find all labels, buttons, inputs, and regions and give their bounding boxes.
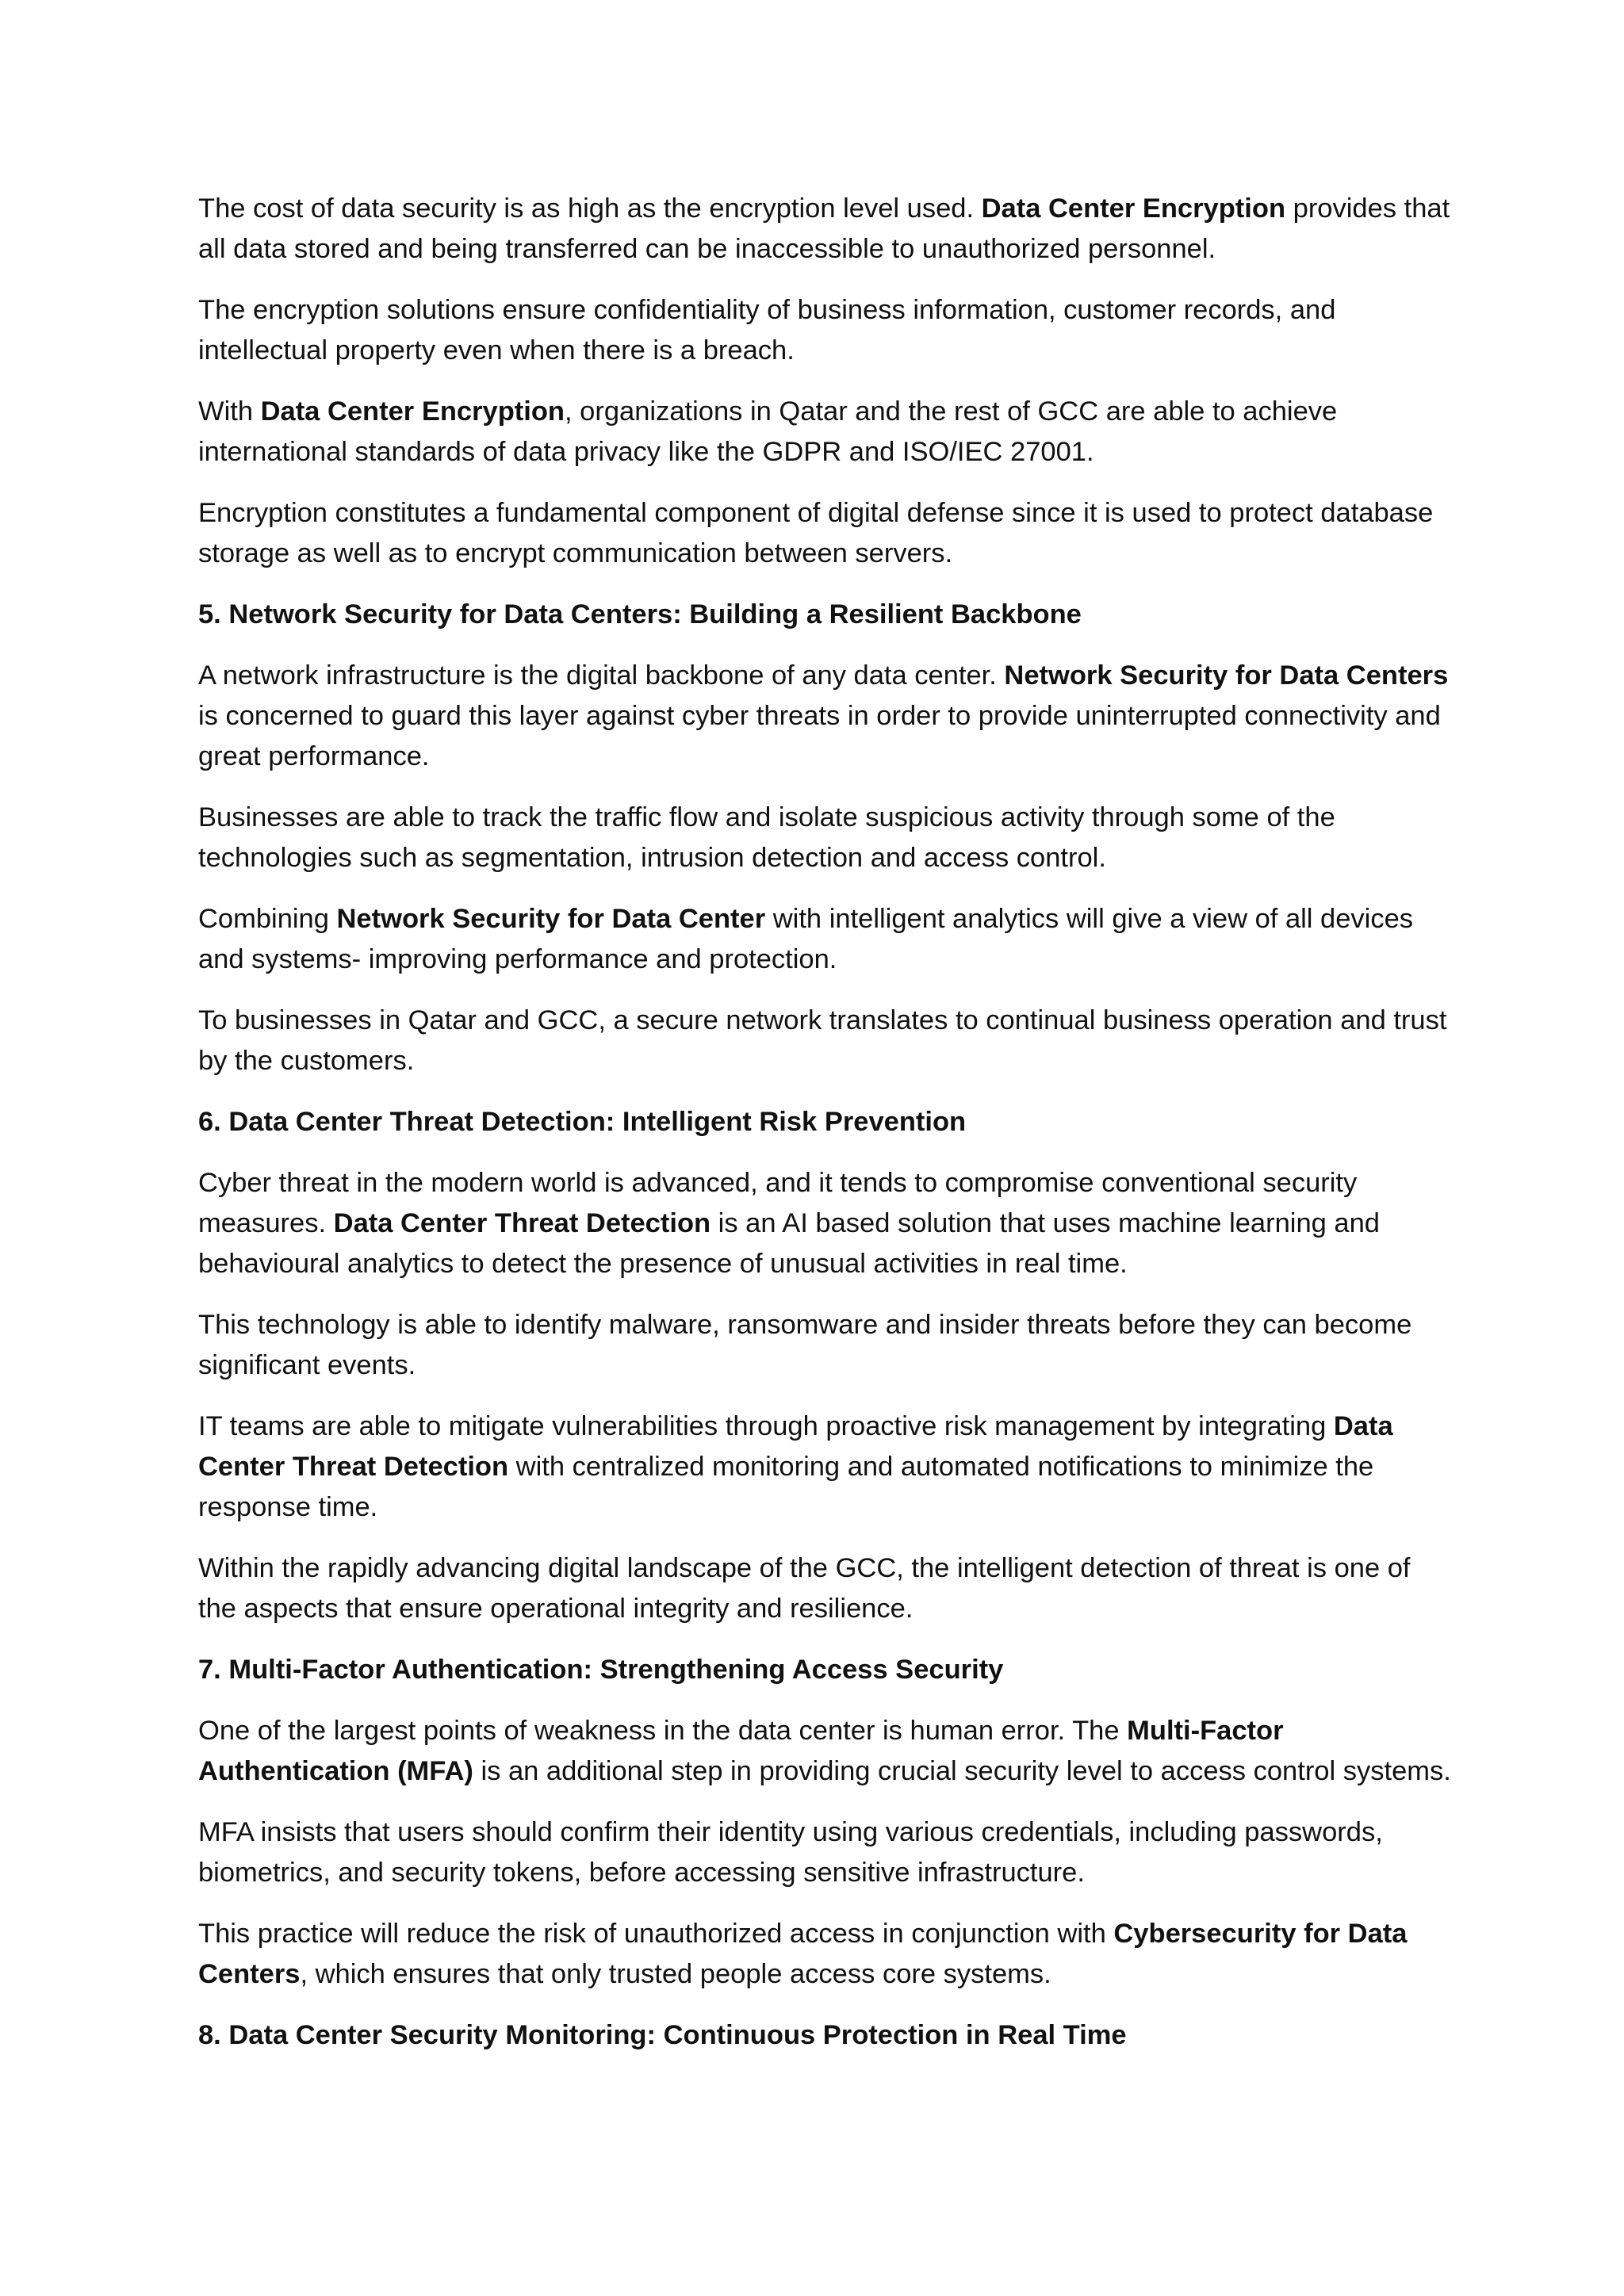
text-run: Encryption constitutes a fundamental component of digital defense since it is used to protect database storage as well as to encrypt communication between servers.	[198, 498, 1434, 568]
bold-term: Cybersecurity for Data Centers	[198, 1919, 1408, 1989]
paragraph	[198, 899, 1451, 980]
paragraph	[198, 392, 1451, 473]
text-run: 5. Network Security for Data Centers: Building a Resilient Backbone	[198, 599, 1082, 629]
paragraph	[198, 1914, 1451, 1995]
paragraph	[198, 493, 1451, 574]
bold-term: Data Center Threat Detection	[198, 1411, 1393, 1482]
text-run: Businesses are able to track the traffic flow and isolate suspicious activity through some of the technologies such as segmentation, intrusion detection and access control.	[198, 802, 1335, 873]
section-heading	[198, 595, 1451, 635]
paragraph	[198, 189, 1451, 270]
bold-term: Network Security for Data Centers	[1004, 660, 1449, 691]
bold-term: Data Center Encryption	[260, 396, 565, 427]
paragraph	[198, 1305, 1451, 1386]
text-run: MFA insists that users should confirm their identity using various credentials, including passwords, biometrics, and security tokens, before accessing sensitive infrastructure.	[198, 1817, 1383, 1888]
text-run: , which ensures that only trusted people access core systems.	[300, 1959, 1051, 1989]
text-run: Combining	[198, 904, 337, 934]
text-run: with centralized monitoring and automated notifications to minimize the response time.	[198, 1452, 1374, 1522]
text-run: This technology is able to identify malware, ransomware and insider threats before they can become significant events.	[198, 1310, 1412, 1380]
bold-term: Data Center Encryption	[981, 193, 1286, 224]
text-run: 6. Data Center Threat Detection: Intelligent Risk Prevention	[198, 1107, 967, 1137]
paragraph	[198, 290, 1451, 371]
text-run: is concerned to guard this layer against cyber threats in order to provide uninterrupted connectivity and great performance.	[198, 701, 1441, 771]
text-run: IT teams are able to mitigate vulnerabilities through proactive risk management by integrating	[198, 1411, 1334, 1441]
paragraph	[198, 1548, 1451, 1629]
text-run: To businesses in Qatar and GCC, a secure network translates to continual business operation and trust by the customers.	[198, 1005, 1447, 1076]
bold-term: Data Center Threat Detection	[333, 1208, 711, 1238]
text-run: is an additional step in providing crucial security level to access control systems.	[473, 1756, 1451, 1786]
text-run: One of the largest points of weakness in the data center is human error. The	[198, 1716, 1128, 1746]
text-run: The cost of data security is as high as the encryption level used.	[198, 193, 982, 224]
paragraph	[198, 798, 1451, 878]
section-heading	[198, 2015, 1451, 2056]
paragraph	[198, 1163, 1451, 1284]
text-run: , organizations in Qatar and the rest of GCC are able to achieve international standards of data privacy like the GDPR and ISO/IEC 27001.	[198, 396, 1338, 467]
text-run: Within the rapidly advancing digital landscape of the GCC, the intelligent detection of threat is one of the aspects that ensure operational integrity and resilience.	[198, 1553, 1411, 1624]
section-heading	[198, 1102, 1451, 1142]
paragraph	[198, 1711, 1451, 1792]
text-run: is an AI based solution that uses machine learning and behavioural analytics to detect the presence of unusual activities in real time.	[198, 1208, 1380, 1279]
paragraph	[198, 1001, 1451, 1081]
text-run: Cyber threat in the modern world is advanced, and it tends to compromise conventional security measures.	[198, 1168, 1358, 1238]
text-run: With	[198, 396, 261, 427]
text-run: 8. Data Center Security Monitoring: Continuous Protection in Real Time	[198, 2020, 1127, 2050]
bold-term: Multi-Factor Authentication (MFA)	[198, 1716, 1284, 1786]
text-run: This practice will reduce the risk of unauthorized access in conjunction with	[198, 1919, 1114, 1949]
text-run: with intelligent analytics will give a view of all devices and systems- improving performance and protection.	[198, 904, 1414, 974]
section-heading	[198, 1650, 1451, 1690]
paragraph	[198, 1406, 1451, 1528]
text-run: The encryption solutions ensure confidentiality of business information, customer records, and intellectual property even when there is a breach.	[198, 295, 1336, 365]
bold-term: Network Security for Data Center	[336, 904, 766, 934]
paragraph	[198, 1812, 1451, 1893]
text-run: provides that all data stored and being transferred can be inaccessible to unauthorized personnel.	[198, 193, 1450, 264]
text-run: A network infrastructure is the digital backbone of any data center.	[198, 660, 1005, 691]
text-run: 7. Multi-Factor Authentication: Strengthening Access Security	[198, 1655, 1004, 1685]
paragraph	[198, 656, 1451, 777]
document-page	[198, 189, 1451, 2076]
